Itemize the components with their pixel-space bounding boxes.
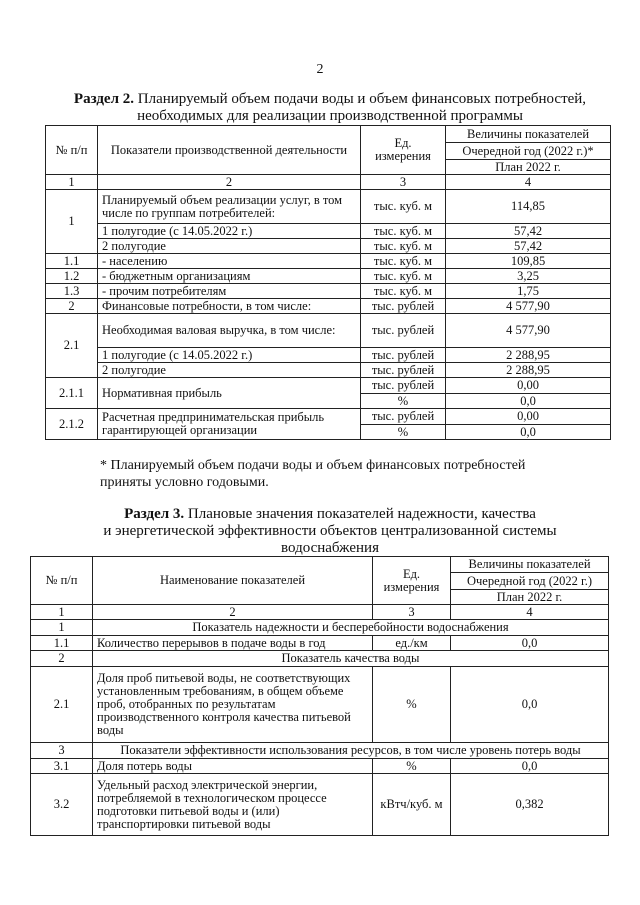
row-unit: тыс. рублей [361,299,446,314]
row-unit: % [361,425,446,440]
section3-title [40,506,620,523]
row-unit: % [373,667,451,743]
row-num: 2.1.1 [46,378,98,409]
colnum: 3 [373,605,451,620]
row-num: 2.1 [31,667,93,743]
row-num: 3.1 [31,759,93,774]
row-unit: ед./км [373,636,451,651]
row-unit: тыс. рублей [361,409,446,425]
group-num: 2 [31,651,93,667]
row-value: 2 288,95 [446,348,611,363]
row-num: 1 [46,190,98,254]
row-unit: % [373,759,451,774]
row-unit: тыс. рублей [361,314,446,348]
header-plan: План 2022 г. [446,160,611,175]
group-num: 3 [31,743,93,759]
row-value: 4 577,90 [446,299,611,314]
header-year: Очередной год (2022 г.) [451,573,609,590]
row-unit: % [361,394,446,409]
row-name: Количество перерывов в подаче воды в год [93,636,373,651]
row-value: 0,0 [446,425,611,440]
row-unit: тыс. куб. м [361,239,446,254]
row-name: - населению [98,254,361,269]
section2-title-bold: Раздел 2. [73,91,135,107]
header-num: № п/п [31,557,93,605]
row-name: Доля потерь воды [93,759,373,774]
section3-title-rest: Плановые значения показателей надежности, качества [184,506,536,522]
section3-title-line3: водоснабжения [281,540,379,556]
section2-title-line2: необходимых для реализации производственной программы [137,108,523,124]
row-num: 1.1 [46,254,98,269]
colnum: 2 [93,605,373,620]
footnote-line2: приняты условно годовыми. [100,475,269,490]
row-unit: тыс. куб. м [361,284,446,299]
page-number: 2 [316,62,324,77]
row-unit: тыс. куб. м [361,190,446,224]
row-num: 1.2 [46,269,98,284]
row-value: 109,85 [446,254,611,269]
section2-title-rest: Планируемый объем подачи воды и объем финансовых потребностей, [134,91,587,107]
row-num: 2 [46,299,98,314]
header-indicator: Наименование показателей [93,557,373,605]
section3-title-line2: и энергетической эффективности объектов централизованной системы [103,523,557,539]
row-value: 57,42 [446,239,611,254]
row-value: 1,75 [446,284,611,299]
row-value: 0,00 [446,378,611,394]
row-num: 2.1 [46,314,98,378]
row-name: 2 полугодие [98,363,361,378]
row-value: 2 288,95 [446,363,611,378]
row-unit: тыс. куб. м [361,224,446,239]
row-value: 0,0 [451,636,609,651]
row-num: 3.2 [31,774,93,836]
row-value: 0,0 [451,759,609,774]
header-year: Очередной год (2022 г.)* [446,143,611,160]
row-unit: тыс. рублей [361,378,446,394]
group-num: 1 [31,620,93,636]
row-unit: кВтч/куб. м [373,774,451,836]
section3-table [30,556,609,836]
colnum: 4 [446,175,611,190]
row-name: Нормативная прибыль [98,378,361,409]
row-num: 1.3 [46,284,98,299]
row-value: 57,42 [446,224,611,239]
row-value: 3,25 [446,269,611,284]
header-unit: Ед. измерения [373,557,451,605]
row-unit: тыс. рублей [361,348,446,363]
group-label: Показатель качества воды [93,651,609,667]
header-values: Величины показателей [446,126,611,143]
section2-title [40,91,620,108]
row-value: 0,00 [446,409,611,425]
header-plan: План 2022 г. [451,590,609,605]
colnum: 1 [46,175,98,190]
group-label: Показатель надежности и бесперебойности водоснабжения [93,620,609,636]
row-unit: тыс. куб. м [361,254,446,269]
header-values: Величины показателей [451,557,609,573]
footnote-line1: * Планируемый объем подачи воды и объем финансовых потребностей [100,458,526,473]
row-name: Расчетная предпринимательская прибыль гарантирующей организации [98,409,361,440]
row-name: 2 полугодие [98,239,361,254]
group-label: Показатели эффективности использования ресурсов, в том числе уровень потерь воды [93,743,609,759]
header-indicator: Показатели производственной деятельности [98,126,361,175]
section2-table [45,125,611,440]
row-num: 1.1 [31,636,93,651]
row-value: 0,0 [451,667,609,743]
row-num: 2.1.2 [46,409,98,440]
colnum: 4 [451,605,609,620]
header-unit: Ед. измерения [361,126,446,175]
row-name: Доля проб питьевой воды, не соответствующих установленным требованиям, в общем объеме проб, отобранных по результатам производственного контроля качества питьевой воды [93,667,373,743]
row-name: 1 полугодие (с 14.05.2022 г.) [98,224,361,239]
row-name: Необходимая валовая выручка, в том числе: [98,314,361,348]
row-value: 4 577,90 [446,314,611,348]
row-name: - бюджетным организациям [98,269,361,284]
row-value: 0,0 [446,394,611,409]
colnum: 1 [31,605,93,620]
row-name: Удельный расход электрической энергии, потребляемой в технологическом процессе подготовки питьевой воды и (или) транспортировки питьевой воды [93,774,373,836]
row-name: - прочим потребителям [98,284,361,299]
colnum: 2 [98,175,361,190]
colnum: 3 [361,175,446,190]
row-unit: тыс. куб. м [361,269,446,284]
row-unit: тыс. рублей [361,363,446,378]
row-value: 114,85 [446,190,611,224]
header-num: № п/п [46,126,98,175]
row-name: 1 полугодие (с 14.05.2022 г.) [98,348,361,363]
row-name: Планируемый объем реализации услуг, в том числе по группам потребителей: [98,190,361,224]
row-name: Финансовые потребности, в том числе: [98,299,361,314]
row-value: 0,382 [451,774,609,836]
section3-title-bold: Раздел 3. [124,506,185,522]
